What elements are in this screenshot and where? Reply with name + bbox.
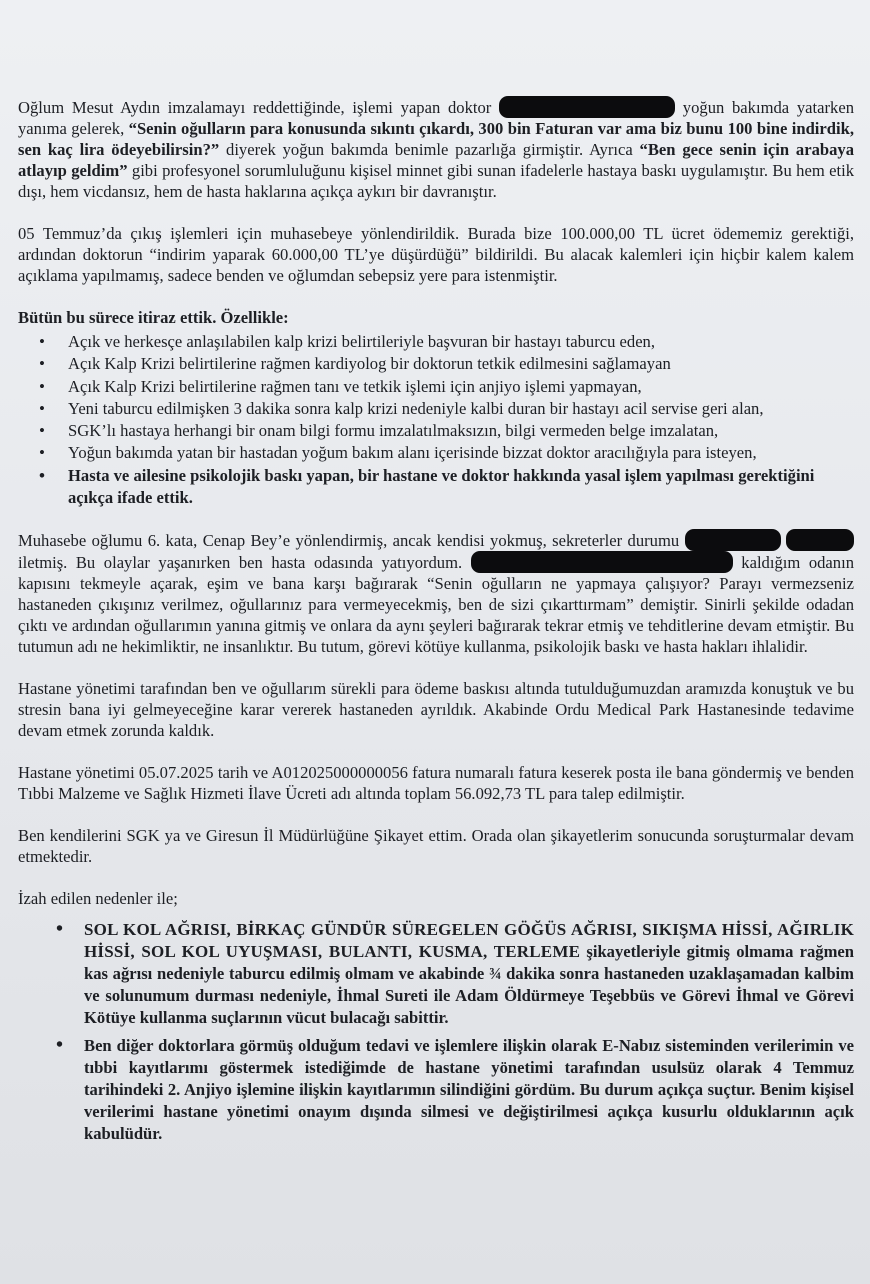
list-item: • Yoğun bakımda yatan bir hastadan yoğum bakım alanı içerisinde bizzat doktor aracılığıyla para isteyen,: [18, 442, 854, 464]
document-body: [18, 96, 854, 1151]
paragraph-sixth-floor: [18, 529, 854, 657]
list-item: • Açık Kalp Krizi belirtilerine rağmen tanı ve tetkik işlemi için anjiyo işlemi yapmayan,: [18, 376, 854, 398]
list-item: • Açık ve herkesçe anlaşılabilen kalp krizi belirtileriyle başvuran bir hastayı taburcu eden,: [18, 331, 854, 353]
text-segment: diyerek yoğun bakımda benimle pazarlığa girmiştir. Ayrıca: [219, 140, 640, 159]
redaction-bar: [471, 551, 733, 573]
list-item: • SGK’lı hastaya herhangi bir onam bilgi formu imzalatılmaksızın, bilgi vermeden belge imzalatan,: [18, 420, 854, 442]
list-item: • Yeni taburcu edilmişken 3 dakika sonra kalp krizi nedeniyle kalbi duran bir hastayı acil servise geri alan,: [18, 398, 854, 420]
bold-quote: “Senin oğulların para konusunda sıkıntı çıkardı, 300 bin Faturan var ama biz bunu 100 bine indirdik, sen kaç lira ödeyebilirsin?”: [18, 119, 854, 159]
text-segment: kaldığım odanın kapısını tekmeyle açarak, eşim ve bana karşı bağırarak “Senin oğulların ne yapmaya çalışıyor? Parayı vermezseniz hastaneden çıkışınız verilmez, oğullarınız para vermeyecekmiş, ben de sizi çıkarttırmam” demiştir. Sinirli şekilde odadan çıktı ve ardından oğullarımın yanına gitmiş ve onlara da aynı şeyleri bağırarak tekrar etmiş ve tehditlerine devam etmiştir. Bu tutumun adı ne hekimliktir, ne insanlıktır. Bu tutum, görevi kötüye kullanma, psikolojik baskı ve hasta hakları ihlalidir.: [18, 553, 854, 657]
conclusion-list: [18, 919, 854, 1145]
bold-quote: “Ben gece senin için arabaya atlayıp geldim”: [18, 140, 854, 180]
list-item: • Hasta ve ailesine psikolojik baskı yapan, bir hastane ve doktor hakkında yasal işlem yapılması gerektiğini açıkça ifade ettik.: [18, 465, 854, 510]
conclusion-intro: İzah edilen nedenler ile;: [18, 889, 178, 909]
paragraph-accounting: 05 Temmuz’da çıkış işlemleri için muhasebeye yönlendirildik. Burada bize 100.000,00 TL ücret ödememiz gerektiği, ardından doktorun “indirim yaparak 60.000,00 TL’ye düşürdüğü” bildirildi. Bu alacak kalemleri için hiçbir kalem kalem açıklama yapılmamış, sadece benden ve oğlumdan sebepsiz yere para istenmiştir.: [18, 224, 854, 285]
text-segment: Muhasebe oğlumu 6. kata, Cenap Bey’e yönlendirmiş, ancak kendisi yokmuş, sekreterler durumu: [18, 531, 680, 551]
paragraph-complaint: Ben kendilerini SGK ya ve Giresun İl Müdürlüğüne Şikayet ettim. Orada olan şikayetlerim sonucunda soruşturmalar devam etmektedir.: [18, 826, 854, 867]
list-item: [18, 919, 854, 1029]
objection-heading: Bütün bu sürece itiraz ettik. Özellikle:: [18, 308, 289, 327]
text-segment: iletmiş. Bu olaylar yaşanırken ben hasta odasında yatıyordum.: [18, 553, 463, 573]
text-segment: yoğun bakımda yatarken yanıma gelerek,: [18, 98, 854, 138]
text-segment: şikayetleriyle gitmiş olmama rağmen kas ağrısı nedeniyle taburcu edilmiş olmam ve akabinde ¾ dakika sonra hastaneden uzaklaşamadan kalbim ve solunumum durması nedeniyle, İhmal Sureti ile Adam Öldürmeye Teşebbüs ve Görevi İhmal ve Görevi Kötüye kullanma suçlarının vücut bulacağı sabittir.: [84, 942, 854, 1028]
list-item: • Açık Kalp Krizi belirtilerine rağmen kardiyolog bir doktorun tetkik edilmesini sağlamayan: [18, 353, 854, 375]
paragraph-invoice: Hastane yönetimi 05.07.2025 tarih ve A012025000000056 fatura numaralı fatura keserek posta ile bana göndermiş ve benden Tıbbi Malzeme ve Sağlık Hizmeti İlave Ücreti adı altında toplam 56.092,73 TL para talep edilmiştir.: [18, 763, 854, 804]
text-segment: gibi profesyonel sorumluluğunu kişisel minnet gibi sunan ifadelerle hastaya baskı uygulamıştır. Bu hem etik dışı, hem vicdansız, hem de hasta haklarına açıkça aykırı bir davranıştır.: [18, 161, 855, 201]
paragraph-doctor-bargaining: [18, 96, 854, 202]
redaction-bar: [685, 529, 781, 551]
paragraph-left-hospital: Hastane yönetimi tarafından ben ve oğullarım sürekli para ödeme baskısı altında tutulduğumuzdan aramızda konuştuk ve bu stresin bana iyi gelmeyeceğine karar vererek hastaneden ayrıldık. Akabinde Ordu Medical Park Hastanesinde tedavime devam etmek zorunda kaldık.: [18, 679, 854, 741]
text-segment: Oğlum Mesut Aydın imzalamayı reddettiğinde, işlemi yapan doktor: [18, 98, 492, 117]
redaction-bar: [786, 529, 854, 551]
list-item: • Ben diğer doktorlara görmüş olduğum tedavi ve işlemlere ilişkin olarak E-Nabız sisteminden verilerimin ve tıbbi kayıtlarımı göstermek istediğimde de hastane yönetimi tarafından usulsüz olarak 4 Temmuz tarihindeki 2. Anjiyo işlemine ilişkin kayıtlarımın silindiğini gördüm. Bu durum açıkça suçtur. Benim kişisel verilerimi hastane yönetimi onayım dışında silmesi ve değiştirilmesi açıkça kusurlu olduklarının açık kabulüdür.: [18, 1035, 854, 1145]
redaction-bar: [499, 96, 675, 118]
objection-list: [18, 331, 854, 509]
symptoms-caps: SOL KOL AĞRISI, BİRKAÇ GÜNDÜR SÜREGELEN GÖĞÜS AĞRISI, SIKIŞMA HİSSİ, AĞIRLIK HİSSİ, SOL KOL UYUŞMASI, BULANTI, KUSMA, TERLEME: [84, 920, 854, 962]
